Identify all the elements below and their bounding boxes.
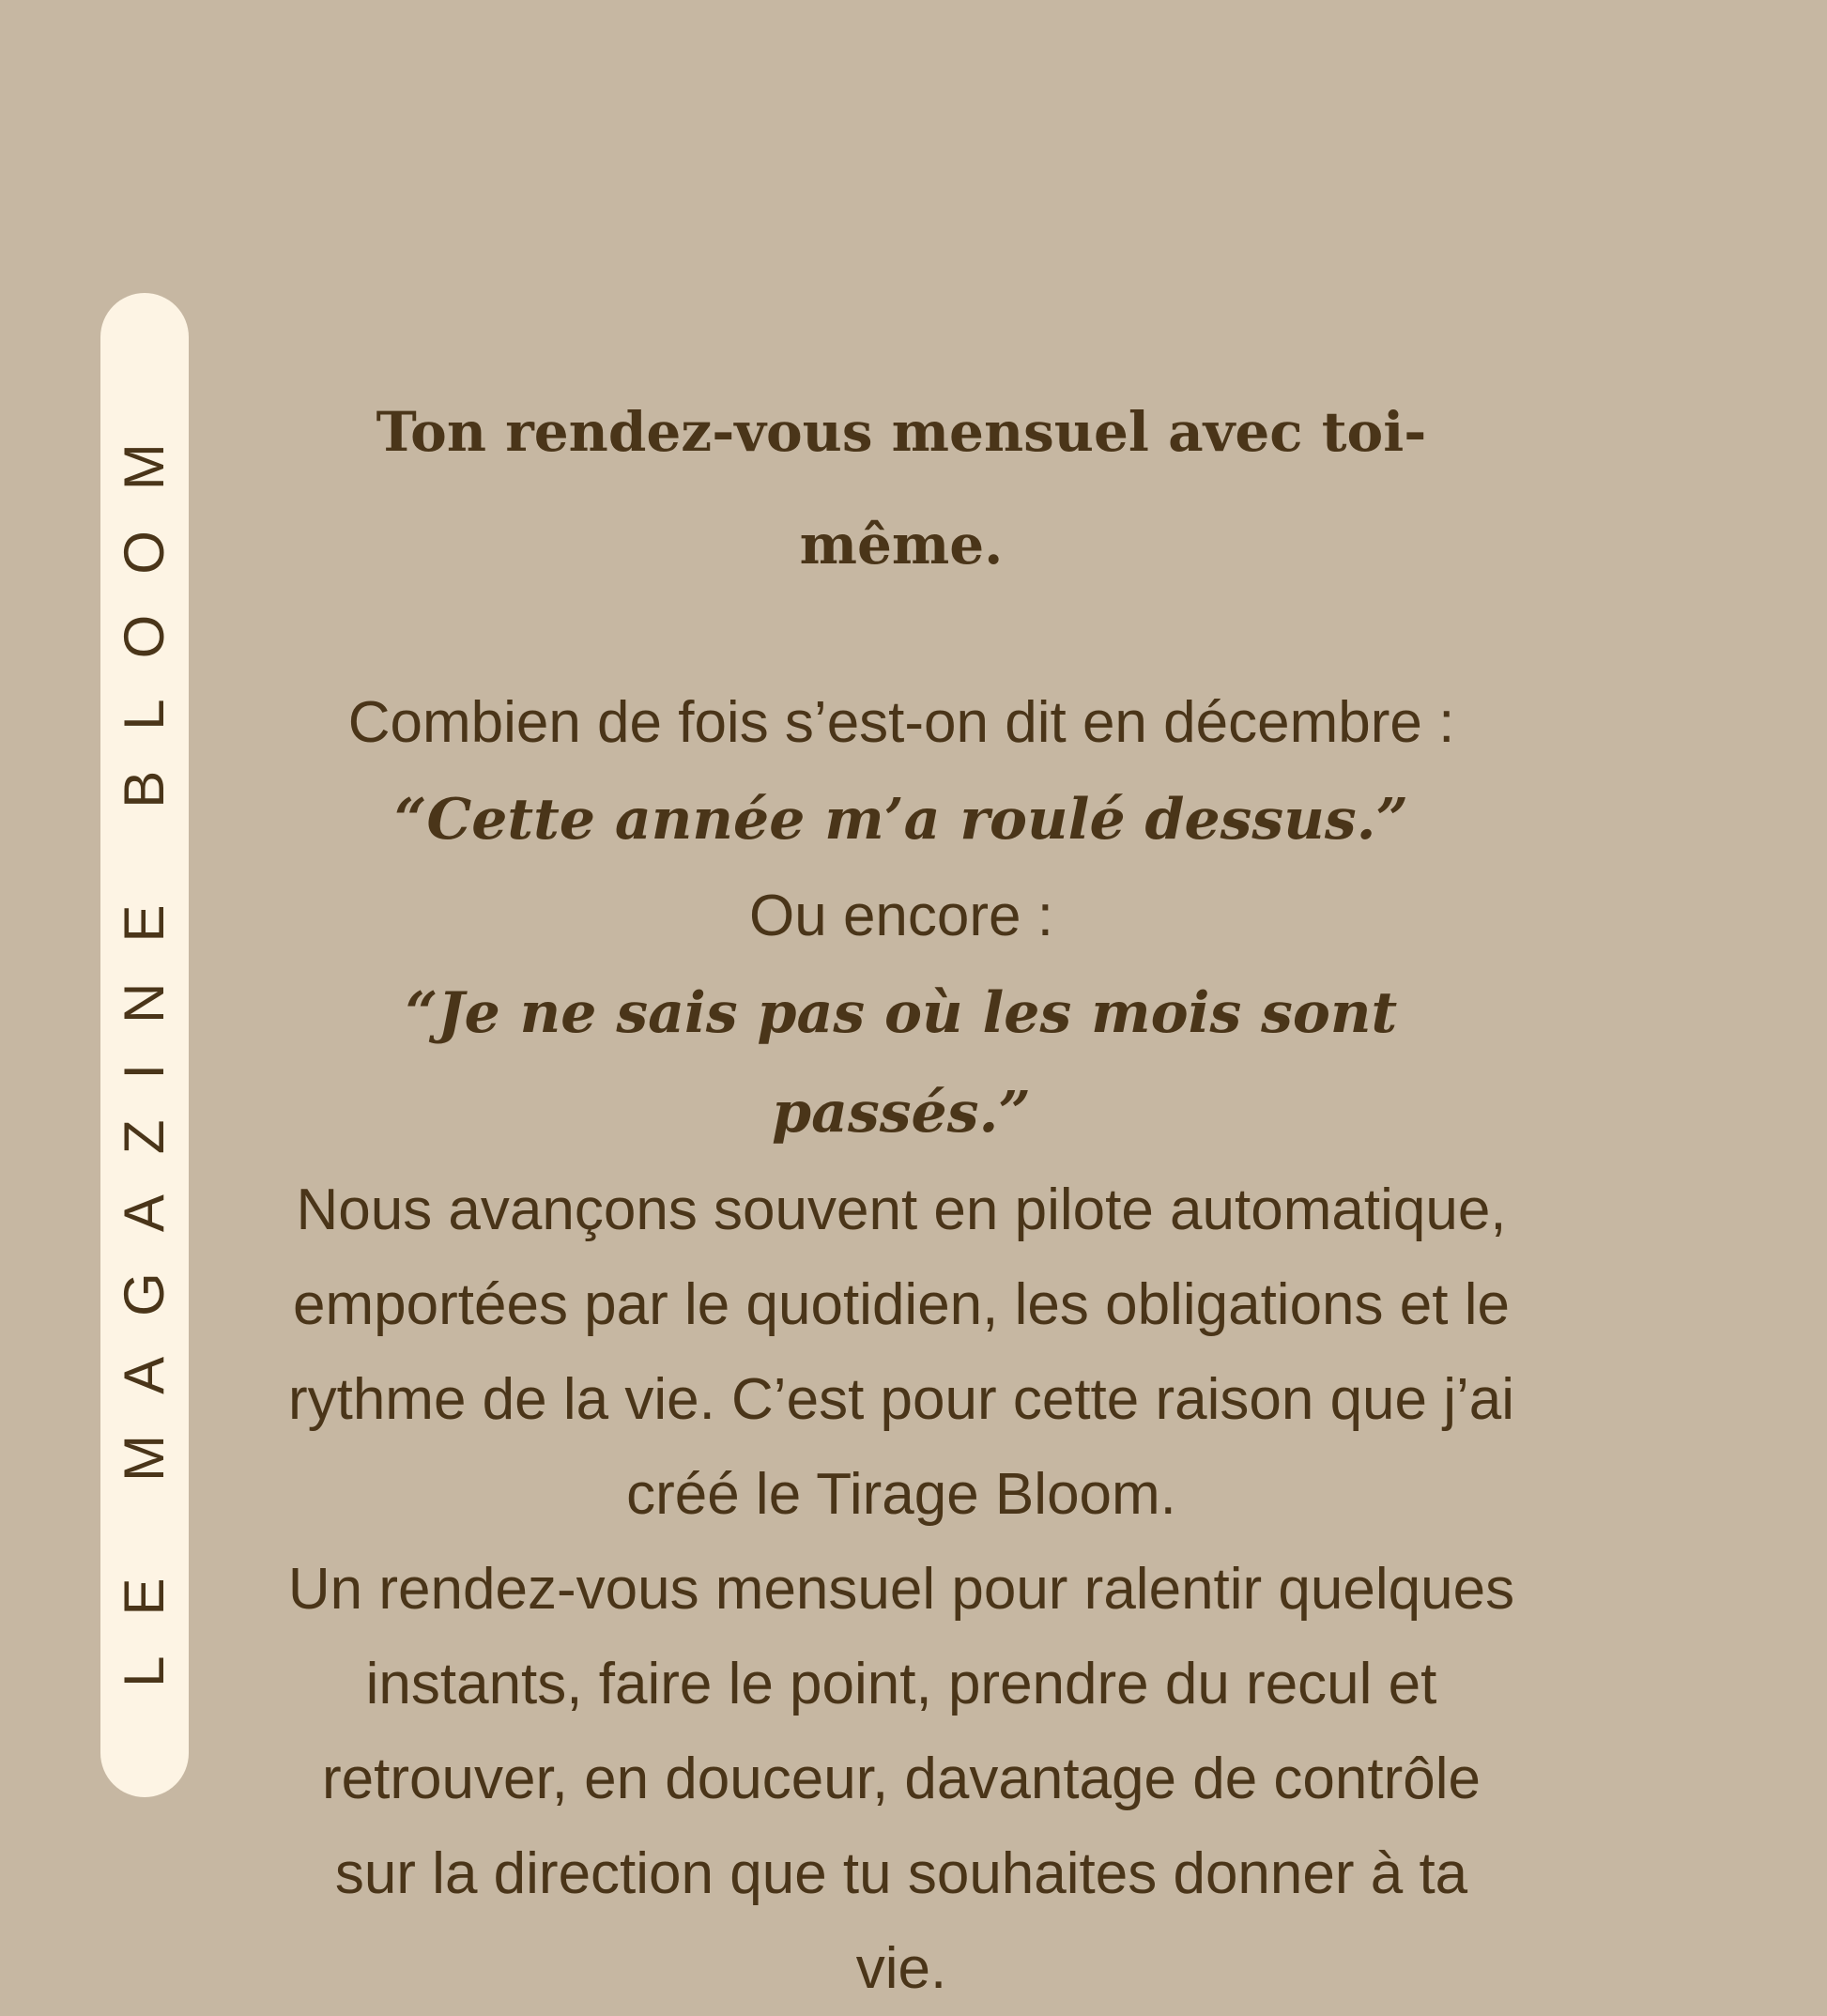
paragraph-line: Nous avançons souvent en pilote automatique,	[296, 1177, 1507, 1242]
main-text-block	[282, 376, 1521, 2016]
paragraph-line: instants, faire le point, prendre du recul et	[365, 1652, 1437, 1716]
paragraph-line: retrouver, en douceur, davantage de contrôle	[322, 1747, 1481, 1811]
paragraph-line: sur la direction que tu souhaites donner à ta vie.	[334, 1841, 1468, 2001]
intro-line: Combien de fois s’est-on dit en décembre :	[347, 690, 1455, 755]
magazine-side-label: LE MAGAZINE BLOOM	[113, 403, 176, 1687]
paragraph-2	[282, 1542, 1521, 2016]
spacer	[282, 601, 1521, 676]
quote-1: “Cette année m’a roulé dessus.”	[393, 787, 1409, 853]
transition-line: Ou encore :	[749, 884, 1053, 948]
paragraph-line: emportées par le quotidien, les obligations et le	[293, 1272, 1510, 1337]
paragraph-line: Un rendez-vous mensuel pour ralentir quelques	[287, 1557, 1515, 1622]
paragraph-line: rythme de la vie. C’est pour cette raison que j’ai	[287, 1367, 1515, 1432]
paragraph-line: créé le Tirage Bloom.	[626, 1462, 1176, 1527]
headline: Ton rendez-vous mensuel avec toi-même.	[376, 400, 1427, 577]
paragraph-1	[282, 1162, 1521, 1542]
quote-2: “Je ne sais pas où les mois sont passés.”	[405, 980, 1398, 1146]
